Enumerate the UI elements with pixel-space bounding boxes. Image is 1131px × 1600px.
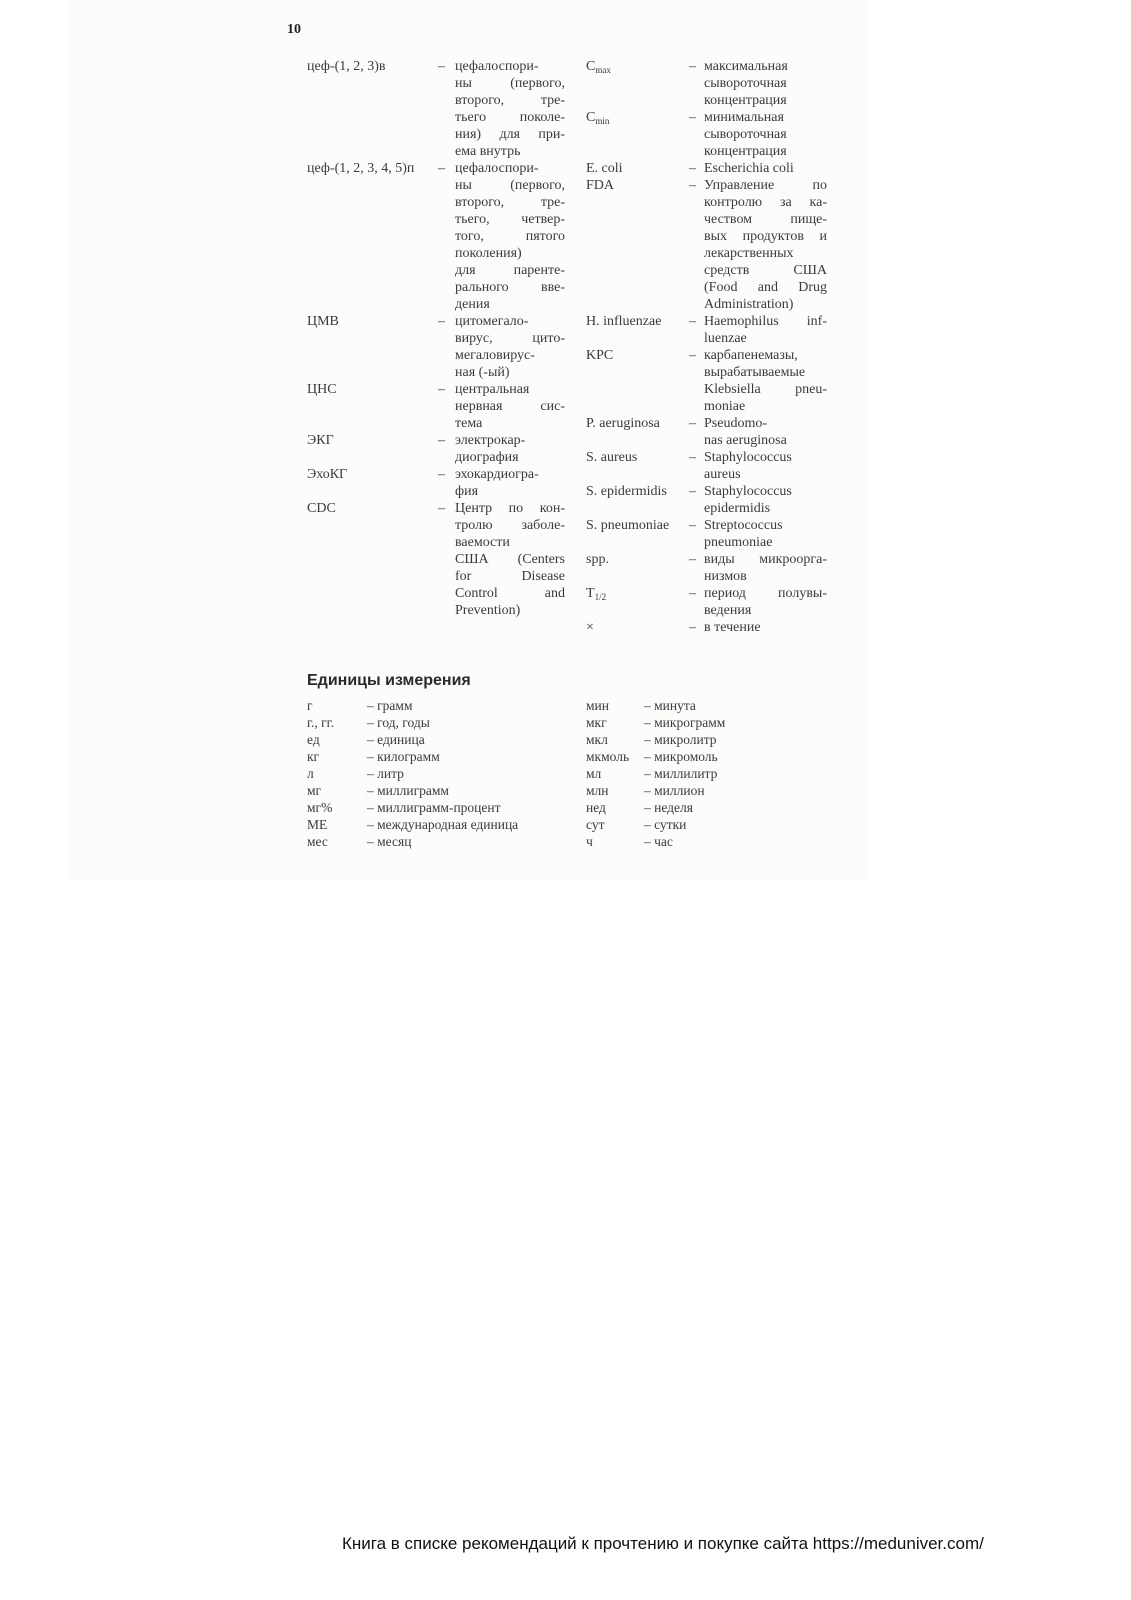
abbreviation-term [586, 483, 667, 500]
unit-definition: – грамм [367, 698, 413, 713]
unit-definition: – миллион [644, 783, 705, 798]
abbreviation-definition [704, 313, 827, 347]
abbreviation-entry [586, 58, 827, 109]
definition-line: цитомегало- [455, 314, 529, 329]
abbreviation-term-base: P. aeruginosa [586, 416, 660, 431]
abbreviation-definition [455, 466, 565, 500]
abbreviations-left-column [307, 58, 565, 619]
definition-line: максимальная [704, 59, 788, 74]
definition-line: диография [455, 450, 519, 465]
definition-line: ная (-ый) [455, 365, 510, 380]
definition-line: Центр по кон- [455, 501, 565, 516]
unit-definition: – миллилитр [644, 766, 718, 781]
definition-line: aureus [704, 467, 741, 482]
abbreviation-term [586, 449, 637, 466]
abbreviation-definition [455, 500, 565, 619]
abbreviation-term-base: S. pneumoniae [586, 518, 670, 533]
dash-separator: – [689, 161, 696, 176]
unit-abbreviation: мл [586, 766, 602, 781]
abbreviation-entry [586, 551, 827, 585]
abbreviation-term: ЦМВ [307, 314, 339, 329]
abbreviation-term [586, 177, 614, 194]
abbreviation-term [586, 109, 609, 130]
abbreviation-definition [704, 449, 827, 483]
abbreviation-term [586, 313, 661, 330]
abbreviation-term-base: S. epidermidis [586, 484, 667, 499]
definition-line: эхокардиогра- [455, 467, 539, 482]
unit-definition: – месяц [367, 834, 412, 849]
abbreviation-definition [704, 483, 827, 517]
definition-line: (Food and Drug [704, 280, 827, 295]
unit-abbreviation: мес [307, 834, 328, 849]
definition-line: тема [455, 416, 483, 431]
dash-separator: – [689, 110, 696, 125]
abbreviation-term-subscript: 1/2 [594, 592, 607, 602]
unit-abbreviation: г., гг. [307, 715, 335, 730]
abbreviation-entry [307, 500, 565, 619]
unit-abbreviation: МЕ [307, 817, 328, 832]
definition-line: тролю заболе- [455, 518, 565, 533]
dash-separator: – [689, 552, 696, 567]
dash-separator: – [438, 467, 445, 482]
abbreviation-definition [704, 58, 827, 109]
abbreviation-term-subscript: max [595, 65, 611, 75]
abbreviation-term: CDC [307, 501, 336, 516]
abbreviation-term: ЭхоКГ [307, 467, 348, 482]
definition-line: luenzae [704, 331, 747, 346]
abbreviation-definition [455, 432, 565, 466]
unit-abbreviation: мг% [307, 800, 333, 815]
unit-abbreviation: кг [307, 749, 320, 764]
abbreviation-term [586, 160, 623, 177]
abbreviation-definition [455, 381, 565, 432]
definition-line: Staphylococcus [704, 484, 792, 499]
definition-line: ема внутрь [455, 144, 521, 159]
dash-separator: – [689, 586, 696, 601]
abbreviation-entry [586, 347, 827, 415]
abbreviation-term-base: H. influenzae [586, 314, 662, 329]
unit-definition: – час [644, 834, 673, 849]
dash-separator: – [438, 433, 445, 448]
abbreviation-definition [704, 551, 827, 585]
abbreviation-term-base: E. coli [586, 161, 623, 176]
abbreviation-entry [586, 109, 827, 160]
definition-line: период полувы- [704, 586, 827, 601]
units-heading: Единицы измерения [307, 672, 471, 689]
abbreviation-term [586, 58, 611, 79]
definition-line: Управление по [704, 178, 827, 193]
abbreviation-definition [704, 585, 827, 619]
definition-line: концентрация [704, 93, 787, 108]
abbreviation-entry [307, 58, 565, 160]
unit-definition: – микрограмм [644, 715, 726, 730]
abbreviation-definition [704, 160, 827, 177]
definition-line: низмов [704, 569, 747, 584]
abbreviation-term [586, 347, 613, 364]
definition-line: карбапенемазы, [704, 348, 798, 363]
definition-line: Streptococcus [704, 518, 783, 533]
definition-line: концентрация [704, 144, 787, 159]
definition-line: nas aeruginosa [704, 433, 787, 448]
abbreviation-entry [586, 517, 827, 551]
dash-separator: – [438, 161, 445, 176]
abbreviation-term [586, 551, 609, 568]
definition-line: ны (первого, [455, 76, 565, 91]
definition-line: Administration) [704, 297, 794, 312]
unit-abbreviation: нед [586, 800, 606, 815]
abbreviation-definition [704, 109, 827, 160]
definition-line: чеством пище- [704, 212, 827, 227]
definition-line: moniae [704, 399, 746, 414]
abbreviation-term-subscript: min [595, 116, 610, 126]
abbreviation-term-base: C [586, 59, 596, 74]
unit-definition: – миллиграмм-процент [367, 800, 501, 815]
definition-line: for Disease [455, 569, 565, 584]
unit-abbreviation: мин [586, 698, 609, 713]
definition-line: pneumoniae [704, 535, 773, 550]
abbreviation-entry [586, 415, 827, 449]
definition-line: Escherichia coli [704, 161, 794, 176]
definition-line: минимальная [704, 110, 784, 125]
dash-separator: – [689, 314, 696, 329]
abbreviation-entry [586, 160, 827, 177]
definition-line: средств США [704, 263, 827, 278]
unit-definition: – литр [367, 766, 404, 781]
abbreviation-definition [455, 313, 565, 381]
abbreviation-term: цеф-(1, 2, 3, 4, 5)п [307, 161, 415, 176]
unit-definition: – микролитр [644, 732, 717, 747]
dash-separator: – [689, 518, 696, 533]
definition-line: виды микроорга- [704, 552, 827, 567]
definition-line: цефалоспори- [455, 161, 539, 176]
abbreviation-entry [586, 619, 827, 636]
unit-abbreviation: сут [586, 817, 605, 832]
definition-line: второго, тре- [455, 195, 565, 210]
definition-line: рального вве- [455, 280, 565, 295]
dash-separator: – [438, 382, 445, 397]
unit-abbreviation: ед [307, 732, 320, 747]
definition-line: контролю за ка- [704, 195, 827, 210]
unit-abbreviation: мкмоль [586, 749, 630, 764]
unit-definition: – микромоль [644, 749, 718, 764]
definition-line: цефалоспори- [455, 59, 539, 74]
unit-definition: – минута [644, 698, 696, 713]
definition-line: сывороточная [704, 76, 787, 91]
unit-abbreviation: л [307, 766, 314, 781]
unit-abbreviation: г [307, 698, 313, 713]
abbreviation-term-base: S. aureus [586, 450, 638, 465]
abbreviation-term [586, 517, 669, 534]
unit-definition: – неделя [644, 800, 693, 815]
unit-definition: – миллиграмм [367, 783, 449, 798]
dash-separator: – [689, 416, 696, 431]
footer-recommendation-note: Книга в списке рекомендаций к прочтению и покупке сайта https://meduniver.com/ [342, 1534, 984, 1553]
abbreviation-term-base: × [586, 620, 594, 635]
abbreviation-term [586, 585, 606, 606]
abbreviation-definition [704, 517, 827, 551]
definition-line: для паренте- [455, 263, 565, 278]
unit-abbreviation: мг [307, 783, 322, 798]
unit-abbreviation: млн [586, 783, 609, 798]
abbreviation-term-base: spp. [586, 552, 609, 567]
definition-line: Prevention) [455, 603, 521, 618]
definition-line: Staphylococcus [704, 450, 792, 465]
abbreviation-entry [307, 381, 565, 432]
abbreviation-definition [455, 160, 565, 313]
definition-line: Haemophilus inf- [704, 314, 827, 329]
abbreviation-entry [586, 313, 827, 347]
unit-definition: – международная единица [367, 817, 519, 832]
definition-line: того, пятого [455, 229, 565, 244]
definition-line: ваемости [455, 535, 510, 550]
abbreviation-entry [307, 313, 565, 381]
abbreviation-definition [704, 177, 827, 313]
abbreviation-definition [455, 58, 565, 160]
definition-line: в течение [704, 620, 761, 635]
unit-abbreviation: ч [586, 834, 593, 849]
definition-line: нервная сис- [455, 399, 565, 414]
definition-line: мегаловирус- [455, 348, 535, 363]
abbreviation-entry [307, 432, 565, 466]
dash-separator: – [689, 59, 696, 74]
definition-line: вых продуктов и [704, 229, 827, 244]
abbreviation-term-base: C [586, 110, 596, 125]
definition-line: США (Centers [455, 552, 565, 567]
definition-line: сывороточная [704, 127, 787, 142]
definition-line: Klebsiella pneu- [704, 382, 827, 397]
abbreviation-term-base: FDA [586, 178, 615, 193]
abbreviation-term-base: KPC [586, 348, 614, 363]
unit-definition: – год, годы [367, 715, 430, 730]
unit-abbreviation: мкл [586, 732, 608, 747]
definition-line: электрокар- [455, 433, 526, 448]
dash-separator: – [689, 348, 696, 363]
definition-line: Pseudomo- [704, 416, 767, 431]
definition-line: поколения) [455, 246, 522, 261]
dash-separator: – [689, 620, 696, 635]
abbreviation-entry [586, 585, 827, 619]
definition-line: ны (первого, [455, 178, 565, 193]
unit-definition: – килограмм [367, 749, 440, 764]
definition-line: фия [455, 484, 479, 499]
definition-line: ведения [704, 603, 752, 618]
definition-line: лекарственных [704, 246, 794, 261]
abbreviations-right-column [586, 58, 827, 636]
dash-separator: – [438, 501, 445, 516]
dash-separator: – [689, 450, 696, 465]
abbreviation-term: цеф-(1, 2, 3)в [307, 59, 386, 74]
unit-abbreviation: мкг [586, 715, 607, 730]
abbreviation-entry [586, 177, 827, 313]
abbreviation-term [586, 415, 660, 432]
unit-definition: – единица [367, 732, 425, 747]
abbreviation-term [586, 619, 594, 636]
abbreviation-definition [704, 415, 827, 449]
definition-line: тьего поколе- [455, 110, 565, 125]
abbreviation-term: ЭКГ [307, 433, 334, 448]
dash-separator: – [689, 484, 696, 499]
unit-definition: – сутки [644, 817, 687, 832]
dash-separator: – [689, 178, 696, 193]
abbreviation-entry [307, 160, 565, 313]
abbreviation-term-base: T [586, 586, 595, 601]
definition-line: epidermidis [704, 501, 771, 516]
definition-line: центральная [455, 382, 530, 397]
definition-line: второго, тре- [455, 93, 565, 108]
definition-line: дения [455, 297, 490, 312]
dash-separator: – [438, 59, 445, 74]
abbreviation-entry [586, 483, 827, 517]
abbreviation-definition [704, 619, 827, 636]
definition-line: вирус, цито- [455, 331, 565, 346]
abbreviation-entry [307, 466, 565, 500]
dash-separator: – [438, 314, 445, 329]
definition-line: тьего, четвер- [455, 212, 565, 227]
abbreviation-entry [586, 449, 827, 483]
page-number: 10 [287, 22, 301, 37]
abbreviation-term: ЦНС [307, 382, 337, 397]
definition-line: ния) для при- [455, 127, 565, 142]
definition-line: Control and [455, 586, 565, 601]
definition-line: вырабатываемые [704, 365, 806, 380]
abbreviation-definition [704, 347, 827, 415]
